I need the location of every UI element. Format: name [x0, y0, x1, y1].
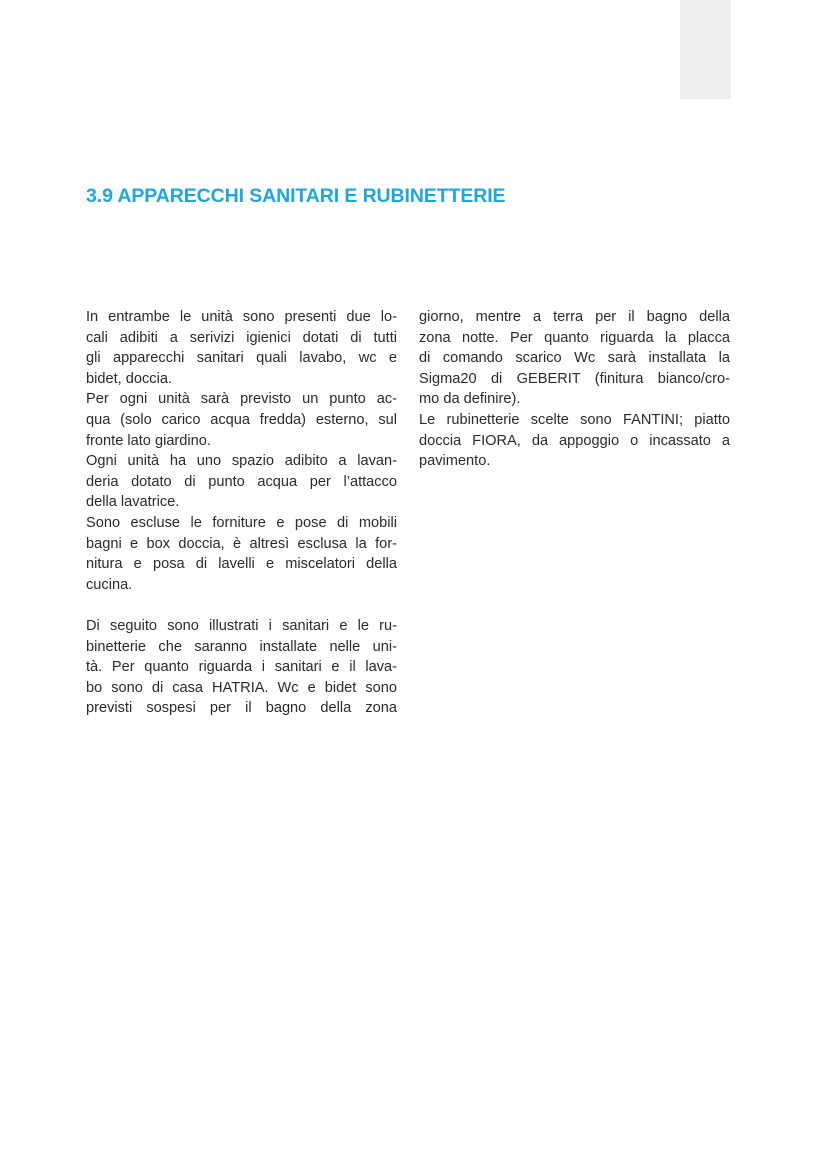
text-column-left — [86, 307, 397, 719]
body-text-line: Sono escluse le forniture e pose di mobili — [86, 514, 397, 531]
text-column-right — [419, 307, 730, 472]
body-text-line: fronte lato giardino. — [86, 432, 211, 449]
body-text-line: Le rubinetterie scelte sono FANTINI; piatto — [419, 411, 730, 428]
body-text-line: mo da definire). — [419, 391, 521, 408]
body-text-line: qua (solo carico acqua fredda) esterno, sul — [86, 411, 397, 428]
body-text-line: nitura e posa di lavelli e miscelatori della — [86, 556, 397, 573]
body-text-line: Per ogni unità sarà previsto un punto ac- — [86, 391, 397, 408]
body-text-line: gli apparecchi sanitari quali lavabo, wc e — [86, 350, 397, 367]
body-text-line: cali adibiti a serivizi igienici dotati di tutti — [86, 329, 397, 346]
section-title: 3.9 APPARECCHI SANITARI E RUBINETTERIE — [86, 185, 506, 207]
body-text-line: zona notte. Per quanto riguarda la placca — [419, 329, 730, 346]
body-text-line: Ogni unità ha uno spazio adibito a lavan- — [86, 453, 397, 470]
body-text-line: bagni e box doccia, è altresì esclusa la for- — [86, 535, 397, 552]
body-text-line: tà. Per quanto riguarda i sanitari e il lava- — [86, 659, 397, 676]
body-text-line: Sigma20 di GEBERIT (finitura bianco/cro- — [419, 370, 730, 387]
body-text-line: bidet, doccia. — [86, 370, 172, 387]
body-text-line: giorno, mentre a terra per il bagno della — [419, 309, 730, 325]
body-text-line: deria dotato di punto acqua per l’attacco — [86, 473, 397, 490]
body-text-line: bo sono di casa HATRIA. Wc e bidet sono — [86, 679, 397, 696]
body-text-line: binetterie che saranno installate nelle uni- — [86, 638, 397, 655]
paragraph-gap — [86, 595, 397, 616]
body-text-line: Di seguito sono illustrati i sanitari e le ru- — [86, 617, 397, 634]
body-text-line: previsti sospesi per il bagno della zona — [86, 700, 397, 717]
body-text-line: In entrambe le unità sono presenti due lo- — [86, 309, 397, 325]
body-text-line: doccia FIORA, da appoggio o incassato a — [419, 432, 730, 449]
body-text-line: pavimento. — [419, 453, 491, 470]
body-text-line: cucina. — [86, 576, 133, 593]
page-tab-marker — [680, 0, 731, 99]
body-text-line: della lavatrice. — [86, 494, 180, 511]
body-text-line: di comando scarico Wc sarà installata la — [419, 350, 730, 367]
